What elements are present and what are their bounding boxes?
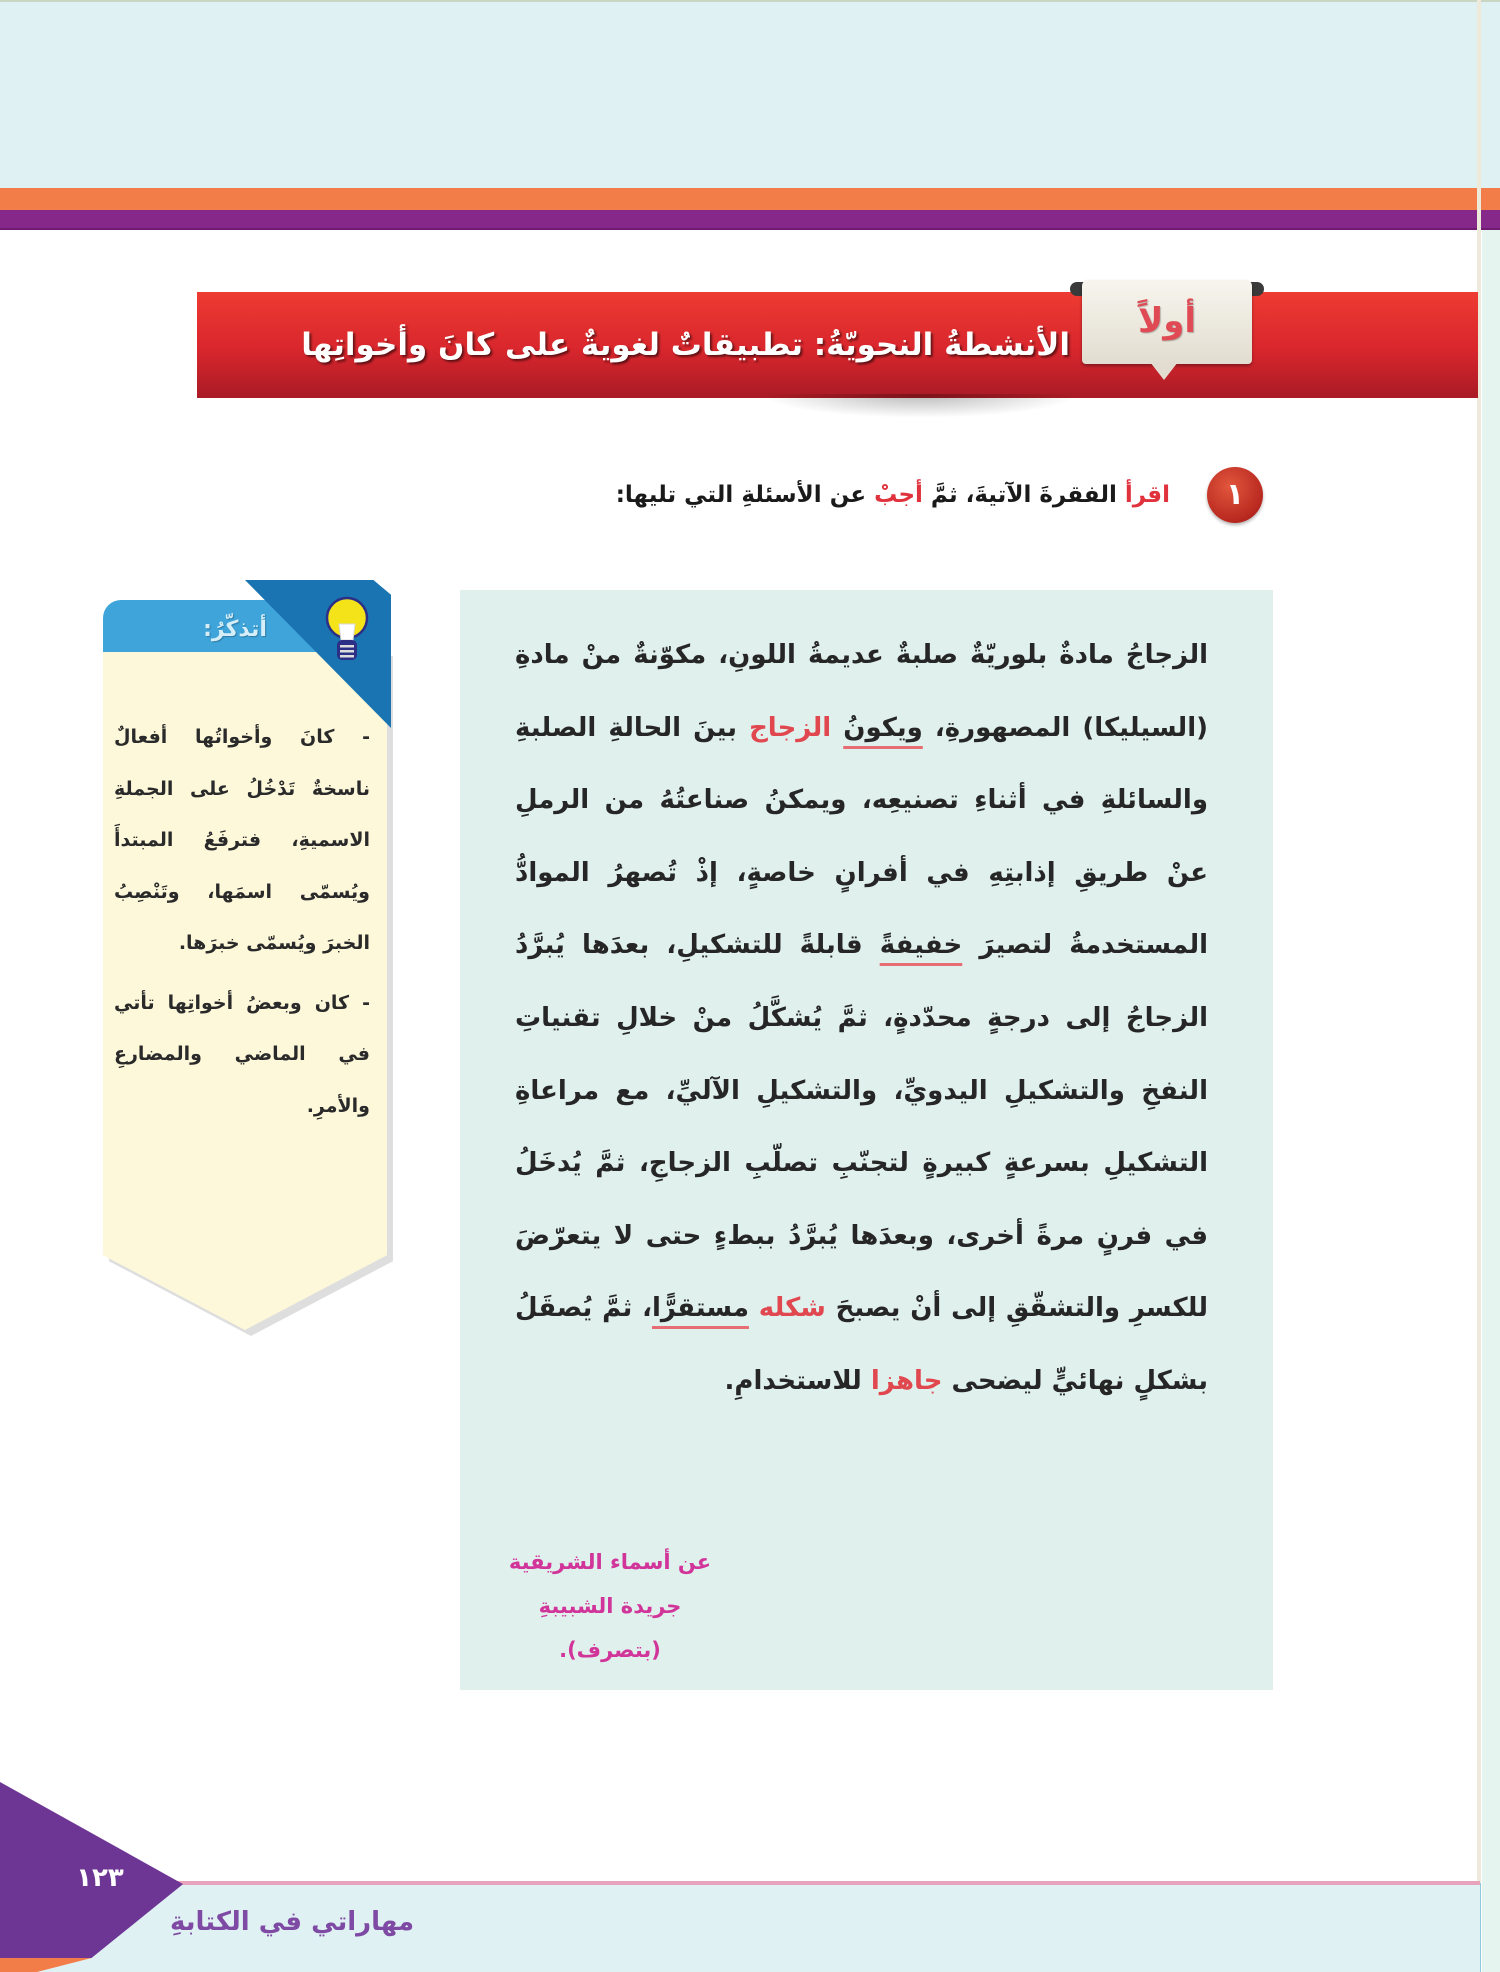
passage-line (515, 1278, 1208, 1351)
reminder-title: أتذكّرُ: (203, 617, 267, 642)
question-number-badge: ١ (1207, 467, 1263, 523)
passage-line (515, 1351, 1208, 1424)
source-note: (بتصرف). (559, 1638, 661, 1662)
passage-text-segment (749, 1293, 759, 1323)
passage-text-segment: المستخدمةُ لتصيرَ (962, 930, 1208, 961)
passage-line: الزجاجُ إلى درجةٍ محدّدةٍ، ثمَّ يُشكَّلُ منْ خلالِ تقنياتِ (515, 1002, 1208, 1033)
passage-text-segment: بشكلٍ نهائيٍّ ليضحى (942, 1365, 1208, 1396)
lightbulb-icon (324, 594, 370, 668)
section-tab-label: أولاً (1137, 301, 1197, 341)
orange-stripe (0, 188, 1500, 210)
passage-line (515, 698, 1208, 771)
passage-text-segment: (السيليكا) المصهورةِ، (922, 712, 1208, 743)
banner-shadow (760, 394, 1080, 418)
passage-line (515, 915, 1208, 988)
passage-line: النفخِ والتشكيلِ اليدويِّ، والتشكيلِ الآليِّ، مع مراعاةِ (515, 1075, 1208, 1106)
passage-line: عنْ طريقِ إذابتِهِ في أفرانٍ خاصةٍ، إذْ تُصهرُ الموادُّ (515, 857, 1208, 888)
passage-text-segment: بينَ الحالةِ الصلبةِ (515, 712, 750, 743)
instruction-text: الفقرةَ الآتيةَ، ثمَّ (922, 482, 1125, 508)
passage-line: في فرنٍ مرةً أخرى، وبعدَها يُبرَّدُ ببطءٍ حتى لا يتعرّضَ (515, 1220, 1208, 1251)
highlighted-word: جاهزا (870, 1365, 943, 1396)
reminder-item: - كان وبعضُ أخواتِها تأتي في الماضي والمضارعِ والأمرِ. (114, 991, 370, 1117)
source-author: عن أسماء الشريقية (508, 1550, 712, 1574)
passage-text-segment: للاستخدامِ. (724, 1365, 871, 1396)
underlined-word: مستقرًّا (651, 1293, 749, 1324)
instruction-text: عن الأسئلةِ التي تليها: (615, 482, 875, 508)
passage-line: التشكيلِ بسرعةٍ كبيرةٍ لتجنّبِ تصلّبِ الزجاجِ، ثمَّ يُدخَلُ (515, 1148, 1208, 1179)
purple-stripe (0, 210, 1500, 230)
right-margin-strip (1482, 230, 1500, 1972)
book-title: مهاراتي في الكتابةِ (170, 1907, 415, 1937)
instruction-verb-answer: أجبْ (874, 482, 923, 508)
passage-source (480, 1540, 740, 1672)
passage-text-segment: للكسرِ والتشقّقِ إلى أنْ يصبحَ (825, 1293, 1208, 1324)
top-header-band (0, 0, 1500, 188)
reminder-item: - كانَ وأخواتُها أفعالٌ ناسخةٌ تَدْخُلُ على الجملةِ الاسميةِ، فترفَعُ المبتدأَ ويُسمّى اسمَها، وتَنْصِبُ الخبرَ ويُسمّى خبرَها. (114, 726, 370, 954)
underlined-word: ويكونُ (843, 712, 923, 743)
footer-divider (0, 1881, 1480, 1885)
passage-line: الزجاجُ مادةٌ بلوريّةٌ صلبةٌ عديمةُ اللونِ، مكوّنةٌ منْ مادةِ (515, 640, 1208, 670)
passage-text-segment: قابلةً للتشكيلِ، بعدَها يُبرَّدُ (515, 930, 880, 961)
right-margin-line (1477, 0, 1481, 1883)
passage-line: والسائلةِ في أثناءِ تصنيعِه، ويمكنُ صناعتُهُ من الرملِ (515, 785, 1208, 816)
highlighted-word: شكله (758, 1293, 826, 1324)
passage-text-segment (831, 713, 843, 743)
highlighted-word: الزجاج (749, 712, 832, 743)
section-tab-pointer (1150, 362, 1178, 380)
page-title: الأنشطةُ النحويّةُ: تطبيقاتٌ لغويةٌ على كانَ وأخواتِها (301, 327, 1070, 363)
source-publication: جريدة الشبيبةِ (538, 1594, 682, 1618)
instruction-verb-read: اقرأ (1124, 482, 1170, 508)
passage-text-segment: ، ثمَّ يُصقَلُ (515, 1293, 652, 1324)
underlined-word: خفيفةً (879, 930, 963, 961)
question-instruction (616, 474, 1170, 516)
page-number: ١٢٣ (76, 1863, 124, 1893)
reminder-text (114, 712, 370, 1132)
passage-text (515, 625, 1208, 1424)
